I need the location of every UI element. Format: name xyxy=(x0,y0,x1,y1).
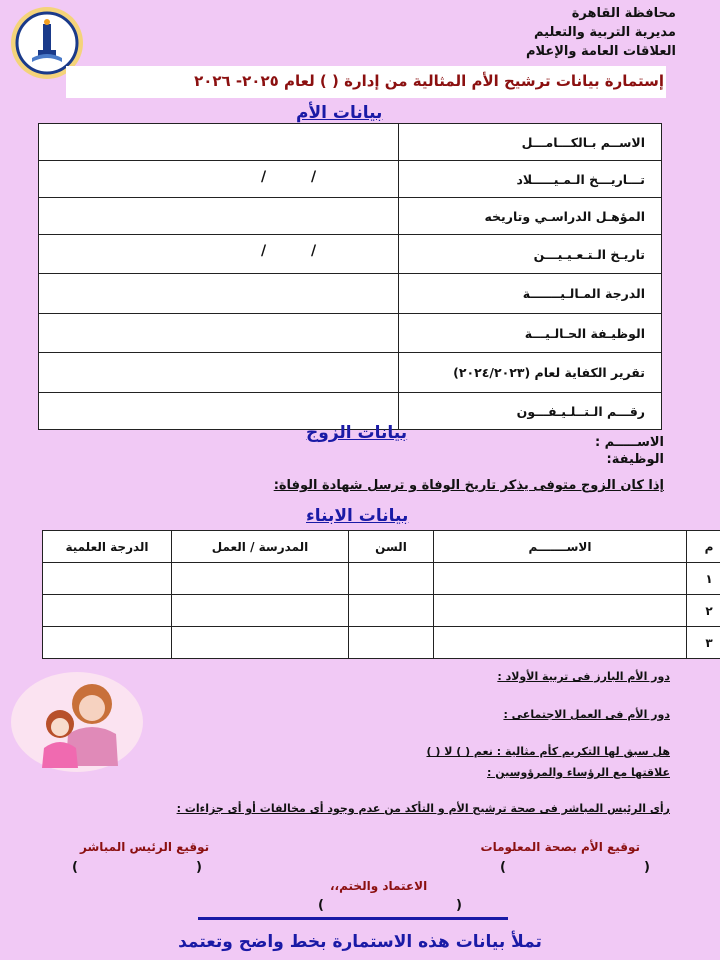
mother-signature-label: توقيع الأم بصحة المعلومات xyxy=(480,840,640,854)
husband-name-label: الاســـــم : xyxy=(594,435,664,450)
mother-row xyxy=(39,353,662,393)
children-row-number: ١ xyxy=(687,563,720,595)
children-row-cell[interactable] xyxy=(172,627,349,659)
mother-row-value[interactable] xyxy=(39,124,399,161)
children-row-cell[interactable] xyxy=(43,627,172,659)
husband-deceased-note: إذا كان الزوج متوفى يذكر تاريخ الوفاة و ترسل شهادة الوفاة: xyxy=(273,478,664,493)
children-row-cell[interactable] xyxy=(43,563,172,595)
mother-row xyxy=(39,314,662,353)
children-row xyxy=(43,563,720,595)
mother-row xyxy=(39,274,662,314)
header-block xyxy=(526,4,676,61)
mother-row xyxy=(39,198,662,235)
date-slashes: / / xyxy=(261,243,317,259)
mother-row-label: تقرير الكفاية لعام (٢٠٢٤/٢٠٢٣) xyxy=(399,353,662,393)
manager-signature-label: توقيع الرئيس المباشر xyxy=(80,840,210,854)
question-manager-opinion: رأى الرئيس المباشر فى صحة ترشيح الأم و التأكد من عدم وجود أى مخالفات أو أى جزاءات : xyxy=(176,802,670,815)
mother-signature-paren-close: ) xyxy=(500,860,506,875)
mother-row-value[interactable] xyxy=(39,161,399,198)
children-row-cell[interactable] xyxy=(349,563,434,595)
mother-row-label: الدرجة المـالـيـــــــة xyxy=(399,274,662,314)
children-row-cell[interactable] xyxy=(434,563,687,595)
mother-row-value[interactable] xyxy=(39,235,399,274)
mother-row-label: تـــاريـــخ الـمـيـــــلاد xyxy=(399,161,662,198)
governorate-text: محافظة القاهرة xyxy=(571,6,676,21)
children-row-cell[interactable] xyxy=(349,627,434,659)
husband-job-label: الوظيفة: xyxy=(606,452,664,467)
children-col-header: م xyxy=(687,531,720,563)
children-row-cell[interactable] xyxy=(434,627,687,659)
children-row-cell[interactable] xyxy=(172,563,349,595)
husband-fields xyxy=(595,434,664,468)
footer-divider xyxy=(198,917,508,920)
children-row-number: ٢ xyxy=(687,595,720,627)
children-row xyxy=(43,627,720,659)
mother-data-table xyxy=(38,123,662,430)
question-previous-honor: هل سبق لها التكريم كأم مثالية : نعم ( ) لا ( ) xyxy=(426,745,670,758)
mother-row-label: الاســم بـالكـــامـــل xyxy=(399,124,662,161)
department-text: العلاقات العامة والإعلام xyxy=(525,44,676,59)
children-table-header xyxy=(43,531,720,563)
children-col-header: المدرسة / العمل xyxy=(172,531,349,563)
footer-instruction: تملأ بيانات هذه الاستمارة بخط واضح وتعتمد xyxy=(178,932,542,952)
mother-row xyxy=(39,235,662,274)
approval-paren-close: ) xyxy=(318,898,324,913)
mother-row-value[interactable] xyxy=(39,353,399,393)
children-row-number: ٣ xyxy=(687,627,720,659)
husband-section-heading: بيانات الزوج xyxy=(306,423,408,443)
children-col-header: السن xyxy=(349,531,434,563)
form-title: إستمارة بيانات ترشيح الأم المثالية من إدارة ( ) لعام ٢٠٢٥- ٢٠٢٦ xyxy=(194,72,664,90)
children-section-heading: بيانات الابناء xyxy=(306,506,409,526)
approval-paren-open: ( xyxy=(456,898,462,913)
mother-row xyxy=(39,161,662,198)
mother-row-label: المؤهـل الدراسـي وتاريخه xyxy=(399,198,662,235)
mother-row-value[interactable] xyxy=(39,198,399,235)
children-col-header: الاســـــــم xyxy=(434,531,687,563)
mother-row-label: رقـــم الـتــلـيـفـــون xyxy=(399,393,662,430)
children-row xyxy=(43,595,720,627)
manager-signature-paren-close: ) xyxy=(72,860,78,875)
children-table xyxy=(42,530,720,659)
children-row-cell[interactable] xyxy=(172,595,349,627)
approval-seal-label: الاعتماد والختم،، xyxy=(330,879,428,893)
question-relations: علاقتها مع الرؤساء والمرؤوسين : xyxy=(487,766,670,779)
mother-row-value[interactable] xyxy=(39,274,399,314)
children-col-header: الدرجة العلمية xyxy=(43,531,172,563)
mother-child-illustration-icon xyxy=(8,670,146,774)
mother-signature-paren-open: ( xyxy=(644,860,650,875)
question-upbringing-role: دور الأم البارز فى تربية الأولاد : xyxy=(497,670,670,683)
mother-row-label: الوظيـفة الحـالـيـــة xyxy=(399,314,662,353)
mother-section-heading: بيانات الأم xyxy=(296,103,383,123)
children-row-cell[interactable] xyxy=(434,595,687,627)
directorate-text: مديرية التربية والتعليم xyxy=(533,25,676,40)
mother-row-label: تاريـخ الـتـعـيـيـــن xyxy=(399,235,662,274)
date-slashes: / / xyxy=(261,169,317,185)
manager-signature-paren-open: ( xyxy=(196,860,202,875)
mother-row-value[interactable] xyxy=(39,314,399,353)
mother-row xyxy=(39,124,662,161)
children-row-cell[interactable] xyxy=(349,595,434,627)
question-social-role: دور الأم فى العمل الاجتماعى : xyxy=(503,708,670,721)
children-row-cell[interactable] xyxy=(43,595,172,627)
